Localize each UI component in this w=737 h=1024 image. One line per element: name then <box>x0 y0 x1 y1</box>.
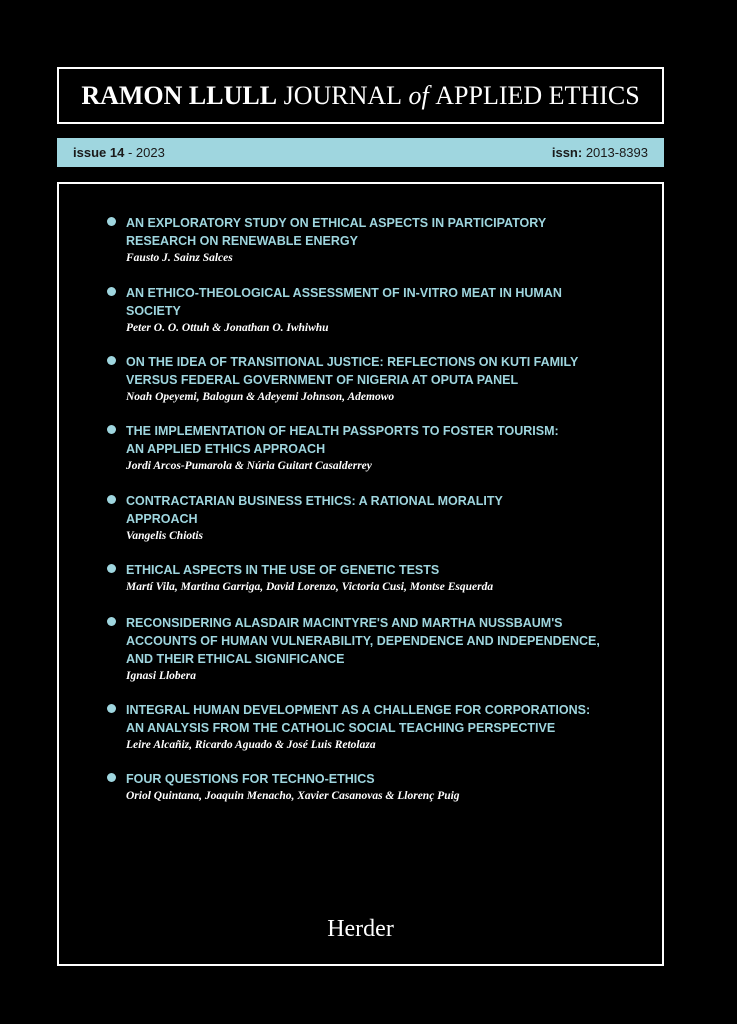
article-authors: Jordi Arcos-Pumarola & Núria Guitart Casalderrey <box>126 460 372 472</box>
article-title <box>126 701 607 737</box>
article-item <box>107 770 607 805</box>
article-title <box>126 284 607 320</box>
issue-bar <box>57 138 664 167</box>
article-title-line: VERSUS FEDERAL GOVERNMENT OF NIGERIA AT OPUTA PANEL <box>126 373 519 387</box>
bullet-icon <box>107 704 116 713</box>
article-authors: Leire Alcañiz, Ricardo Aguado & José Luis Retolaza <box>126 739 376 751</box>
article-title-line: RESEARCH ON RENEWABLE ENERGY <box>126 234 358 248</box>
article-item <box>107 701 607 754</box>
article-title-line: SOCIETY <box>126 304 181 318</box>
article-authors: Ignasi Llobera <box>126 670 196 682</box>
article-title <box>126 770 607 788</box>
issue-info <box>73 145 165 160</box>
article-title-line: INTEGRAL HUMAN DEVELOPMENT AS A CHALLENGE FOR CORPORATIONS: <box>126 703 591 717</box>
article-title-line: ON THE IDEA OF TRANSITIONAL JUSTICE: REFLECTIONS ON KUTI FAMILY <box>126 355 579 369</box>
bullet-icon <box>107 217 116 226</box>
article-authors: Fausto J. Sainz Salces <box>126 252 233 264</box>
journal-title-bold: RAMON LLULL <box>81 80 278 110</box>
article-title-line: AN ETHICO-THEOLOGICAL ASSESSMENT OF IN-VITRO MEAT IN HUMAN <box>126 286 562 300</box>
article-title <box>126 614 607 668</box>
bullet-icon <box>107 617 116 626</box>
article-item <box>107 284 607 337</box>
issn-info <box>552 145 648 160</box>
article-title-line: CONTRACTARIAN BUSINESS ETHICS: A RATIONAL MORALITY <box>126 494 503 508</box>
article-title-line: ACCOUNTS OF HUMAN VULNERABILITY, DEPENDENCE AND INDEPENDENCE, <box>126 634 600 648</box>
article-title <box>126 214 607 250</box>
article-item <box>107 214 607 267</box>
article-item <box>107 561 607 596</box>
article-item <box>107 614 607 685</box>
article-title-line: APPROACH <box>126 512 198 526</box>
journal-title-of: of <box>408 80 429 110</box>
article-title <box>126 422 607 458</box>
article-authors: Peter O. O. Ottuh & Jonathan O. Iwhiwhu <box>126 322 329 334</box>
journal-title <box>57 67 664 124</box>
article-item <box>107 422 607 475</box>
issn-label: issn: <box>551 145 583 160</box>
article-authors: Oriol Quintana, Joaquin Menacho, Xavier Casanovas & Llorenç Puig <box>126 790 460 802</box>
article-item <box>107 492 607 545</box>
article-title-line: RECONSIDERING ALASDAIR MACINTYRE'S AND MARTHA NUSSBAUM'S <box>126 616 563 630</box>
article-title <box>126 492 607 528</box>
article-title <box>126 353 607 389</box>
article-title-line: ETHICAL ASPECTS IN THE USE OF GENETIC TESTS <box>126 563 440 577</box>
bullet-icon <box>107 356 116 365</box>
article-authors: Martí Vila, Martina Garriga, David Lorenzo, Victoria Cusi, Montse Esquerda <box>126 581 494 593</box>
bullet-icon <box>107 495 116 504</box>
article-title-line: THE IMPLEMENTATION OF HEALTH PASSPORTS TO FOSTER TOURISM: <box>126 424 559 438</box>
bullet-icon <box>107 425 116 434</box>
journal-title-word-2: APPLIED ETHICS <box>435 80 640 110</box>
journal-title-word-1: JOURNAL <box>283 80 403 110</box>
article-title-line: AN ANALYSIS FROM THE CATHOLIC SOCIAL TEACHING PERSPECTIVE <box>126 721 556 735</box>
article-title-line: AND THEIR ETHICAL SIGNIFICANCE <box>126 652 345 666</box>
article-title-line: AN APPLIED ETHICS APPROACH <box>126 442 326 456</box>
issn-value: 2013-8393 <box>585 145 648 160</box>
bullet-icon <box>107 287 116 296</box>
article-title-line: AN EXPLORATORY STUDY ON ETHICAL ASPECTS IN PARTICIPATORY <box>126 216 547 230</box>
bullet-icon <box>107 773 116 782</box>
issue-year: - 2023 <box>127 145 165 160</box>
article-title-line: FOUR QUESTIONS FOR TECHNO-ETHICS <box>126 772 375 786</box>
article-item <box>107 353 607 406</box>
table-of-contents-box <box>57 182 664 966</box>
article-authors: Noah Opeyemi, Balogun & Adeyemi Johnson, Ademowo <box>126 391 395 403</box>
bullet-icon <box>107 564 116 573</box>
article-title <box>126 561 607 579</box>
publisher-name: Herder <box>327 916 394 942</box>
issue-label: issue 14 <box>73 145 125 160</box>
article-authors: Vangelis Chiotis <box>126 530 204 542</box>
